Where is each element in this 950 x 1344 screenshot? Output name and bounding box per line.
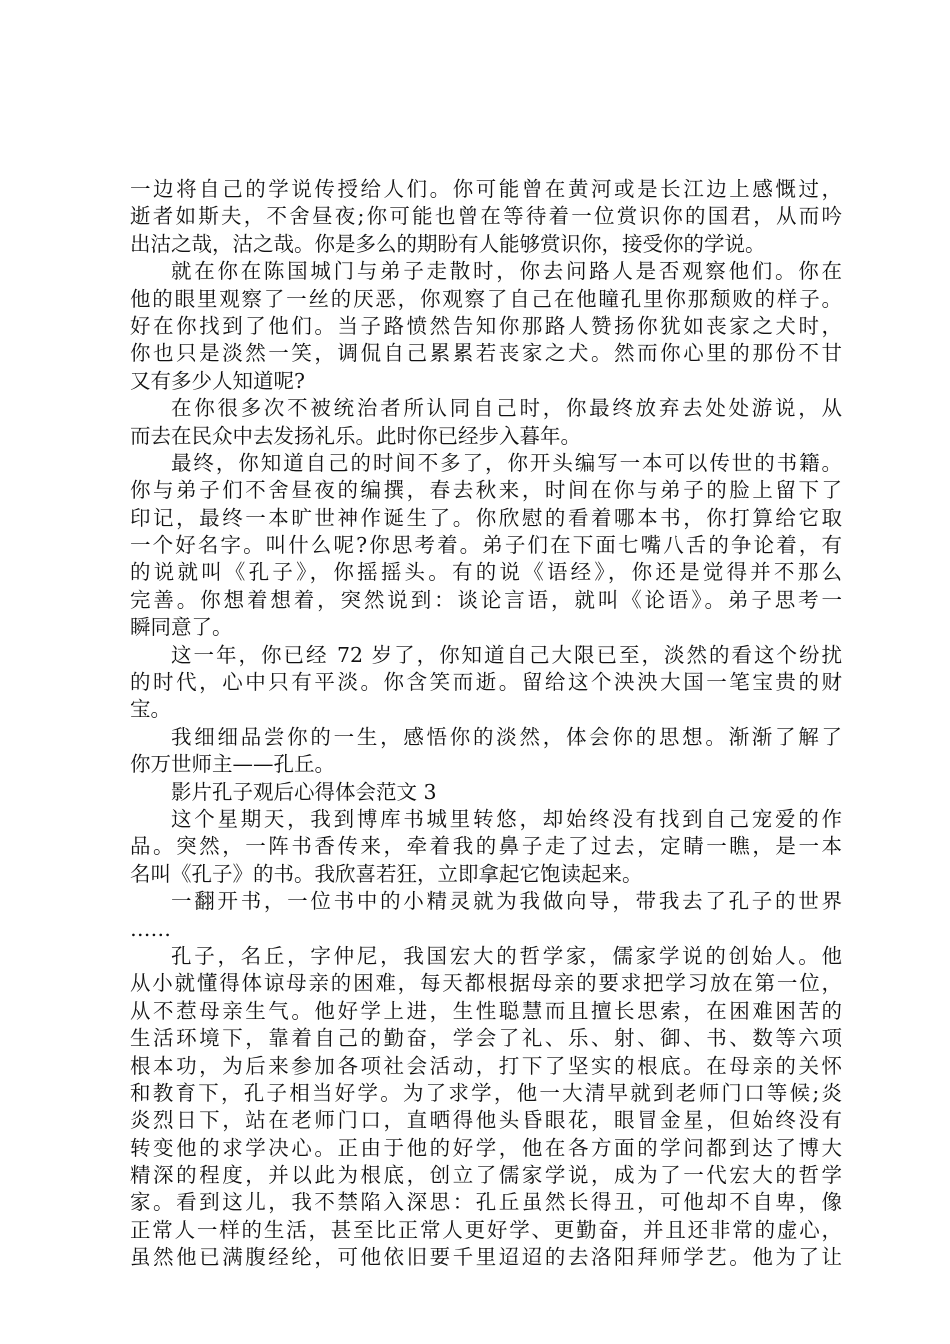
text-line: 精深的程度，并以此为根底，创立了儒家学说，成为了一代宏大的哲学 — [130, 1163, 842, 1188]
text-line: 的说就叫《孔子》，你摇摇头。有的说《语经》，你还是觉得并不那么 — [130, 560, 842, 585]
text-line: 和教育下，孔子相当好学。为了求学，他一大清早就到老师门口等候;炎 — [130, 1080, 842, 1105]
text-line: 你与弟子们不舍昼夜的编撰，春去秋来，时间在你与弟子的脸上留下了 — [130, 478, 842, 503]
text-line: 你也只是淡然一笑，调侃自己累累若丧家之犬。然而你心里的那份不甘 — [130, 341, 842, 366]
text-line: 他的眼里观察了一丝的厌恶，你观察了自己在他瞳孔里你那颓败的样子。 — [130, 286, 842, 311]
text-line: 宝。 — [130, 697, 171, 722]
text-line: 这个星期天，我到博库书城里转悠，却始终没有找到自己宠爱的作 — [171, 806, 842, 831]
text-line: 完善。你想着想着，突然说到：谈论言语，就叫《论语》。弟子思考一 — [130, 587, 842, 612]
text-line: 这一年，你已经 72 岁了，你知道自己大限已至，淡然的看这个纷扰 — [171, 642, 842, 667]
text-line: 转变他的求学决心。正由于他的好学，他在各方面的学问都到达了博大 — [130, 1135, 842, 1160]
text-line: 的时代，心中只有平淡。你含笑而逝。留给这个泱泱大国一笔宝贵的财 — [130, 670, 842, 695]
text-line: …… — [130, 916, 171, 941]
text-line: 一边将自己的学说传授给人们。你可能曾在黄河或是长江边上感慨过， — [130, 177, 842, 201]
text-line: 正常人一样的生活，甚至比正常人更好学、更勤奋，并且还非常的虚心， — [130, 1217, 842, 1242]
text-line: 一个好名字。叫什么呢?你思考着。弟子们在下面七嘴八舌的争论着，有 — [130, 533, 842, 558]
text-line: 你万世师主——孔丘。 — [130, 752, 335, 777]
text-line: 从不惹母亲生气。他好学上进，生性聪慧而且擅长思索，在困难困苦的 — [130, 998, 842, 1023]
text-line: 印记，最终一本旷世神作诞生了。你欣慰的看着哪本书，你打算给它取 — [130, 505, 842, 530]
text-line: 一翻开书，一位书中的小精灵就为我做向导，带我去了孔子的世界 — [171, 889, 842, 914]
document-body — [130, 176, 842, 1272]
text-line: 从小就懂得体谅母亲的困难，每天都根据母亲的要求把学习放在第一位， — [130, 971, 842, 996]
text-line: 我细细品尝你的一生，感悟你的淡然，体会你的思想。渐渐了解了 — [171, 724, 842, 749]
text-line: 最终，你知道自己的时间不多了，你开头编写一本可以传世的书籍。 — [171, 450, 842, 475]
text-line: 瞬同意了。 — [130, 615, 233, 640]
text-line: 逝者如斯夫，不舍昼夜;你可能也曾在等待着一位赏识你的国君，从而吟 — [130, 204, 842, 229]
text-line: 好在你找到了他们。当子路愤然告知你那路人赞扬你犹如丧家之犬时， — [130, 313, 842, 338]
text-line: 家。看到这儿，我不禁陷入深思：孔丘虽然长得丑，可他却不自卑，像 — [130, 1190, 842, 1215]
text-line: 就在你在陈国城门与弟子走散时，你去问路人是否观察他们。你在 — [171, 259, 842, 284]
section-heading: 影片孔子观后心得体会范文 3 — [171, 779, 437, 804]
text-line: 名叫《孔子》的书。我欣喜若狂，立即拿起它饱读起来。 — [130, 861, 643, 886]
text-line: 出沽之哉，沽之哉。你是多么的期盼有人能够赏识你，接受你的学说。 — [130, 231, 766, 256]
text-line: 生活环境下，靠着自己的勤奋，学会了礼、乐、射、御、书、数等六项 — [130, 1026, 842, 1051]
text-line: 虽然他已满腹经纶，可他依旧要千里迢迢的去洛阳拜师学艺。他为了让 — [130, 1245, 842, 1270]
text-line: 根本功，为后来参加各项社会活动，打下了坚实的根底。在母亲的关怀 — [130, 1053, 842, 1078]
text-line: 炎烈日下，站在老师门口，直晒得他头昏眼花，眼冒金星，但始终没有 — [130, 1108, 842, 1133]
text-line: 在你很多次不被统治者所认同自己时，你最终放弃去处处游说，从 — [171, 396, 842, 421]
text-line: 而去在民众中去发扬礼乐。此时你已经步入暮年。 — [130, 423, 581, 448]
text-line: 品。突然，一阵书香传来，牵着我的鼻子走了过去，定睛一瞧，是一本 — [130, 834, 842, 859]
text-line: 又有多少人知道呢? — [130, 368, 305, 393]
text-line: 孔子，名丘，字仲尼，我国宏大的哲学家，儒家学说的创始人。他 — [171, 943, 842, 968]
